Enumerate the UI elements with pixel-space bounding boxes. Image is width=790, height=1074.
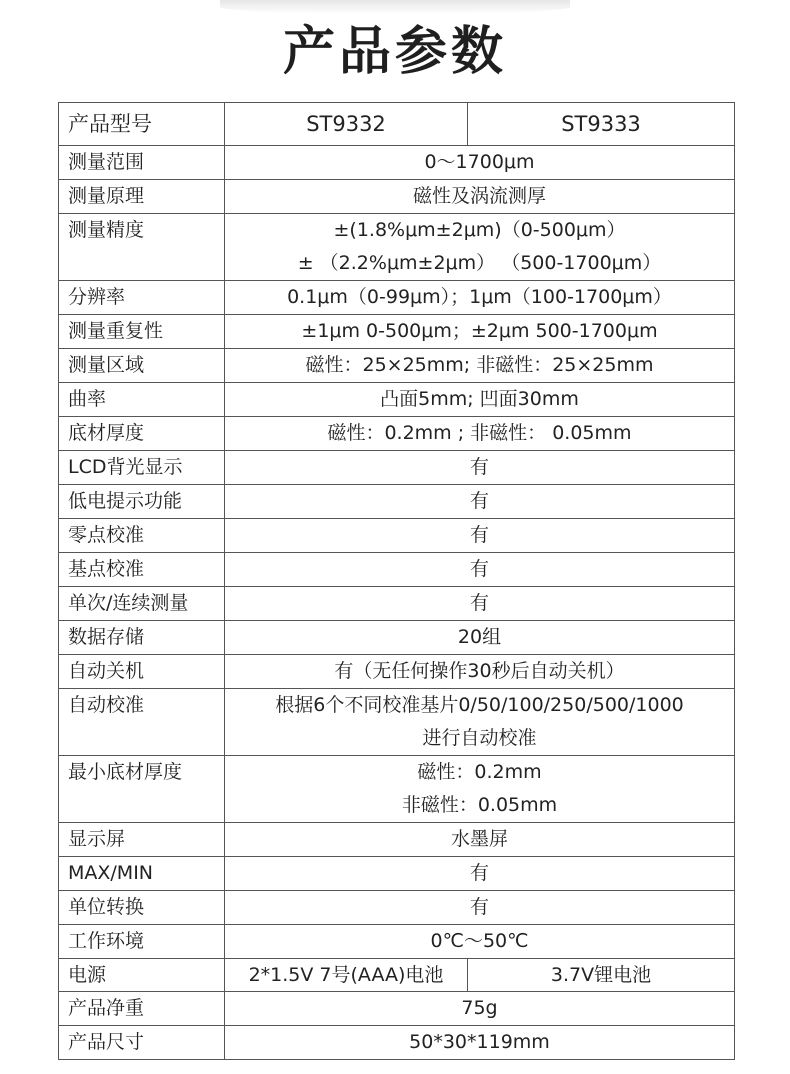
table-row: [59, 281, 735, 315]
row-label: 底材厚度: [59, 417, 225, 451]
value-line: 有: [469, 490, 489, 512]
value-line: 50*30*119mm: [409, 1031, 550, 1053]
row-value: [225, 180, 735, 214]
page-title: 产品参数: [282, 22, 507, 82]
row-value: [225, 587, 735, 621]
table-row: [59, 857, 735, 891]
row-value: [225, 857, 735, 891]
row-value: [225, 146, 735, 180]
row-value: [225, 383, 735, 417]
value-line: 0～1700μm: [424, 151, 535, 173]
row-label: 测量范围: [59, 146, 225, 180]
table-row: [59, 417, 735, 451]
row-value: [225, 756, 735, 823]
row-label: 最小底材厚度: [59, 756, 225, 823]
row-value: [225, 992, 735, 1026]
value-line: ± （2.2%μm±2μm） （500-1700μm）: [297, 252, 662, 274]
row-value: [225, 451, 735, 485]
value-line: 磁性：25×25mm; 非磁性：25×25mm: [305, 354, 654, 376]
table-header-row: [59, 103, 735, 146]
spec-table: [58, 102, 735, 1060]
row-value: [225, 655, 735, 689]
value-line: 根据6个不同校准基片0/50/100/250/500/1000: [275, 694, 684, 716]
row-label: 单位转换: [59, 891, 225, 925]
row-value: [225, 281, 735, 315]
table-row: [59, 823, 735, 857]
table-row: [59, 146, 735, 180]
row-value: [225, 1026, 735, 1060]
table-row: [59, 689, 735, 756]
table-row: [59, 180, 735, 214]
table-row: [59, 451, 735, 485]
row-value: [225, 519, 735, 553]
table-row: [59, 1026, 735, 1060]
table-row: [59, 315, 735, 349]
row-label: 基点校准: [59, 553, 225, 587]
table-row: [59, 992, 735, 1026]
value-line: 75g: [461, 997, 498, 1019]
model-b: ST9333: [468, 103, 735, 146]
power-label: 电源: [59, 959, 225, 992]
table-row: [59, 214, 735, 281]
value-line: 有: [469, 896, 489, 918]
table-row: [59, 655, 735, 689]
row-value: [225, 553, 735, 587]
value-line: ±1μm 0-500μm；±2μm 500-1700μm: [301, 320, 658, 342]
value-line: 磁性及涡流测厚: [412, 185, 546, 207]
table-row: [59, 485, 735, 519]
row-value: [225, 689, 735, 756]
value-line: 凸面5mm; 凹面30mm: [380, 388, 579, 410]
table-row: [59, 891, 735, 925]
row-label: 产品尺寸: [59, 1026, 225, 1060]
value-line: 进行自动校准: [422, 727, 537, 749]
row-label: 数据存储: [59, 621, 225, 655]
table-row: [59, 621, 735, 655]
row-label: 产品净重: [59, 992, 225, 1026]
value-line: 0.1μm（0-99μm）；1μm（100-1700μm）: [287, 286, 672, 308]
row-label: 零点校准: [59, 519, 225, 553]
value-line: 水墨屏: [450, 828, 508, 850]
value-line: 非磁性：0.05mm: [401, 794, 558, 816]
row-label: 单次/连续测量: [59, 587, 225, 621]
value-line: ±(1.8%μm±2μm)（0-500μm）: [333, 219, 626, 241]
power-value-b: 3.7V锂电池: [468, 959, 735, 992]
row-value: [225, 349, 735, 383]
table-row: [59, 756, 735, 823]
power-value-a: 2*1.5V 7号(AAA)电池: [225, 959, 468, 992]
row-label: LCD背光显示: [59, 451, 225, 485]
row-label: MAX/MIN: [59, 857, 225, 891]
value-line: 磁性：0.2mm: [417, 761, 542, 783]
row-label: 测量区域: [59, 349, 225, 383]
table-row: [59, 925, 735, 959]
value-line: 有: [469, 862, 489, 884]
value-line: 磁性：0.2mm ; 非磁性： 0.05mm: [327, 422, 632, 444]
table-row: [59, 383, 735, 417]
row-label: 分辨率: [59, 281, 225, 315]
power-row: [59, 959, 735, 992]
row-value: [225, 315, 735, 349]
table-row: [59, 349, 735, 383]
row-value: [225, 417, 735, 451]
row-value: [225, 925, 735, 959]
table-row: [59, 587, 735, 621]
value-line: 有: [469, 524, 489, 546]
row-label: 测量重复性: [59, 315, 225, 349]
row-value: [225, 214, 735, 281]
value-line: 有: [469, 558, 489, 580]
row-label: 工作环境: [59, 925, 225, 959]
row-label: 测量精度: [59, 214, 225, 281]
row-value: [225, 621, 735, 655]
row-label: 低电提示功能: [59, 485, 225, 519]
row-label: 自动关机: [59, 655, 225, 689]
table-row: [59, 553, 735, 587]
row-label: 显示屏: [59, 823, 225, 857]
model-a: ST9332: [225, 103, 468, 146]
header-label: 产品型号: [59, 103, 225, 146]
row-value: [225, 891, 735, 925]
value-line: 有（无任何操作30秒后自动关机）: [334, 660, 625, 682]
spec-table-body: [59, 103, 735, 1060]
row-label: 曲率: [59, 383, 225, 417]
value-line: 20组: [457, 626, 502, 648]
row-value: [225, 485, 735, 519]
value-line: 有: [469, 456, 489, 478]
value-line: 0℃～50℃: [430, 930, 529, 952]
table-row: [59, 519, 735, 553]
row-label: 测量原理: [59, 180, 225, 214]
value-line: 有: [469, 592, 489, 614]
row-value: [225, 823, 735, 857]
row-label: 自动校准: [59, 689, 225, 756]
